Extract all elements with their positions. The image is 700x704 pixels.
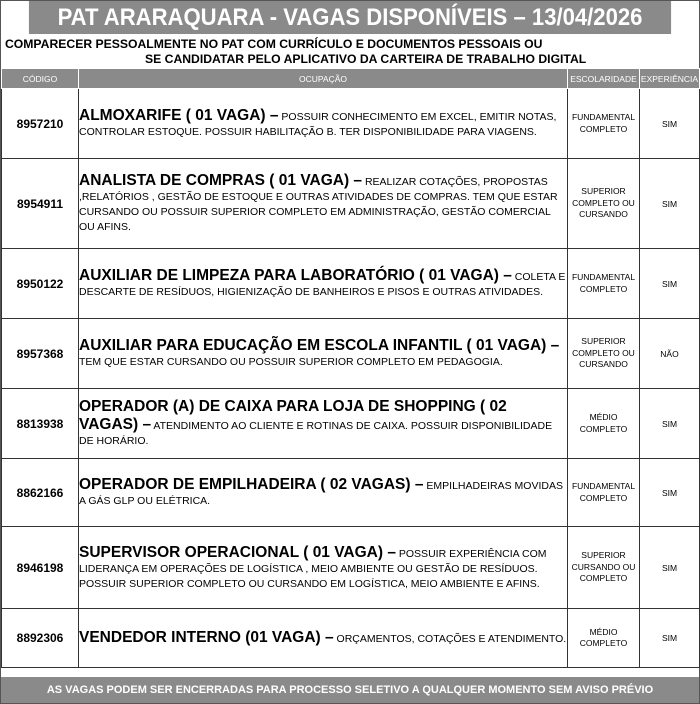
job-role: VENDEDOR INTERNO (01 VAGA) – <box>79 629 334 646</box>
job-occupation <box>79 249 568 319</box>
table-row <box>2 159 700 249</box>
job-experience: NÃO <box>640 319 700 389</box>
job-education: FUNDAMENTAL COMPLETO <box>568 249 640 319</box>
table-row <box>2 319 700 389</box>
column-header-education: ESCOLARIDADE <box>568 69 640 89</box>
job-role: OPERADOR DE EMPILHADEIRA ( 02 VAGAS) – <box>79 476 424 493</box>
job-role: AUXILIAR PARA EDUCAÇÃO EM ESCOLA INFANTIL ( 01 VAGA) – <box>79 337 560 354</box>
table-row <box>2 459 700 527</box>
job-education: SUPERIOR COMPLETO OU CURSANDO <box>568 319 640 389</box>
job-code: 8813938 <box>2 389 79 459</box>
job-experience: SIM <box>640 389 700 459</box>
job-occupation <box>79 609 568 668</box>
job-code: 8946198 <box>2 527 79 609</box>
job-experience: SIM <box>640 159 700 249</box>
job-role: SUPERVISOR OPERACIONAL ( 01 VAGA) – <box>79 543 396 561</box>
job-education: MÉDIO COMPLETO <box>568 389 640 459</box>
job-role: ANALISTA DE COMPRAS ( 01 VAGA) – <box>79 172 363 189</box>
table-row <box>2 609 700 668</box>
job-education: FUNDAMENTAL COMPLETO <box>568 459 640 527</box>
application-instructions <box>1 34 699 68</box>
job-code: 8957210 <box>2 89 79 159</box>
job-role: AUXILIAR DE LIMPEZA PARA LABORATÓRIO ( 01 VAGA) – <box>79 267 512 284</box>
vacancies-table <box>1 68 700 668</box>
job-occupation <box>79 159 568 249</box>
job-code: 8954911 <box>2 159 79 249</box>
footer-notice: AS VAGAS PODEM SER ENCERRADAS PARA PROCESSO SELETIVO A QUALQUER MOMENTO SEM AVISO PRÉVIO <box>1 677 699 703</box>
job-description: COLETA E DESCARTE DE RESÍDUOS, HIGIENIZAÇÃO DE BANHEIROS E PISOS E OUTRAS ATIVIDADES. <box>79 271 566 298</box>
job-occupation <box>79 527 568 609</box>
job-occupation <box>79 319 568 389</box>
instruction-line-1: COMPARECER PESSOALMENTE NO PAT COM CURRÍCULO E DOCUMENTOS PESSOAIS OU <box>5 37 543 51</box>
job-experience: SIM <box>640 527 700 609</box>
job-experience: SIM <box>640 249 700 319</box>
job-education: SUPERIOR CURSANDO OU COMPLETO <box>568 527 640 609</box>
job-occupation <box>79 389 568 459</box>
job-description: ATENDIMENTO AO CLIENTE E ROTINAS DE CAIXA. POSSUIR DISPONIBILIDADE DE HORÁRIO. <box>79 420 553 447</box>
job-description: REALIZAR COTAÇÕES, PROPOSTAS ,RELATÓRIOS , GESTÃO DE ESTOQUE E OUTRAS ATIVIDADES DE COMPRAS. TEM QUE ESTAR CURSANDO OU POSSUIR SUPERIOR COMPLETO EM ADMINISTRAÇÃO, GESTÃO COMERCIAL OU AFINS. <box>79 176 558 233</box>
job-code: 8892306 <box>2 609 79 668</box>
job-code: 8957368 <box>2 319 79 389</box>
job-occupation <box>79 459 568 527</box>
job-description: ORÇAMENTOS, COTAÇÕES E ATENDIMENTO. <box>333 633 567 645</box>
table-header-row <box>2 69 700 89</box>
job-description: TEM QUE ESTAR CURSANDO OU POSSUIR SUPERIOR COMPLETO EM PEDAGOGIA. <box>79 356 503 368</box>
table-row <box>2 89 700 159</box>
job-description: EMPILHADEIRAS MOVIDAS A GÁS GLP OU ELÉTRICA. <box>79 480 563 507</box>
page-title: PAT ARARAQUARA - VAGAS DISPONÍVEIS – 13/04/2026 <box>29 1 671 34</box>
job-description: POSSUIR CONHECIMENTO EM EXCEL, EMITIR NOTAS, CONTROLAR ESTOQUE. POSSUIR HABILITAÇÃO B. TER DISPONIBILIDADE PARA VIAGENS. <box>79 111 557 138</box>
job-code: 8862166 <box>2 459 79 527</box>
column-header-experience: EXPERIÊNCIA <box>640 69 700 89</box>
column-header-occupation: OCUPAÇÃO <box>79 69 568 89</box>
job-education: SUPERIOR COMPLETO OU CURSANDO <box>568 159 640 249</box>
table-row <box>2 389 700 459</box>
instruction-line-2: SE CANDIDATAR PELO APLICATIVO DA CARTEIRA DE TRABALHO DIGITAL <box>145 52 587 66</box>
job-education: MÉDIO COMPLETO <box>568 609 640 668</box>
table-row <box>2 249 700 319</box>
job-role: OPERADOR (A) DE CAIXA PARA LOJA DE SHOPPING ( 02 VAGAS) – <box>79 398 507 433</box>
job-description: POSSUIR EXPERIÊNCIA COM LIDERANÇA EM OPERAÇÕES DE LOGÍSTICA , MEIO AMBIENTE OU GESTÃO DE RESÍDUOS. POSSUIR SUPERIOR COMPLETO OU CURSANDO EM LOGÍSTICA, MEIO AMBIENTE E AFINS. <box>79 547 547 590</box>
job-occupation <box>79 89 568 159</box>
job-code: 8950122 <box>2 249 79 319</box>
job-experience: SIM <box>640 609 700 668</box>
job-experience: SIM <box>640 89 700 159</box>
job-role: ALMOXARIFE ( 01 VAGA) – <box>79 107 279 124</box>
job-experience: SIM <box>640 459 700 527</box>
column-header-code: CÓDIGO <box>2 69 79 89</box>
job-education: FUNDAMENTAL COMPLETO <box>568 89 640 159</box>
table-row <box>2 527 700 609</box>
